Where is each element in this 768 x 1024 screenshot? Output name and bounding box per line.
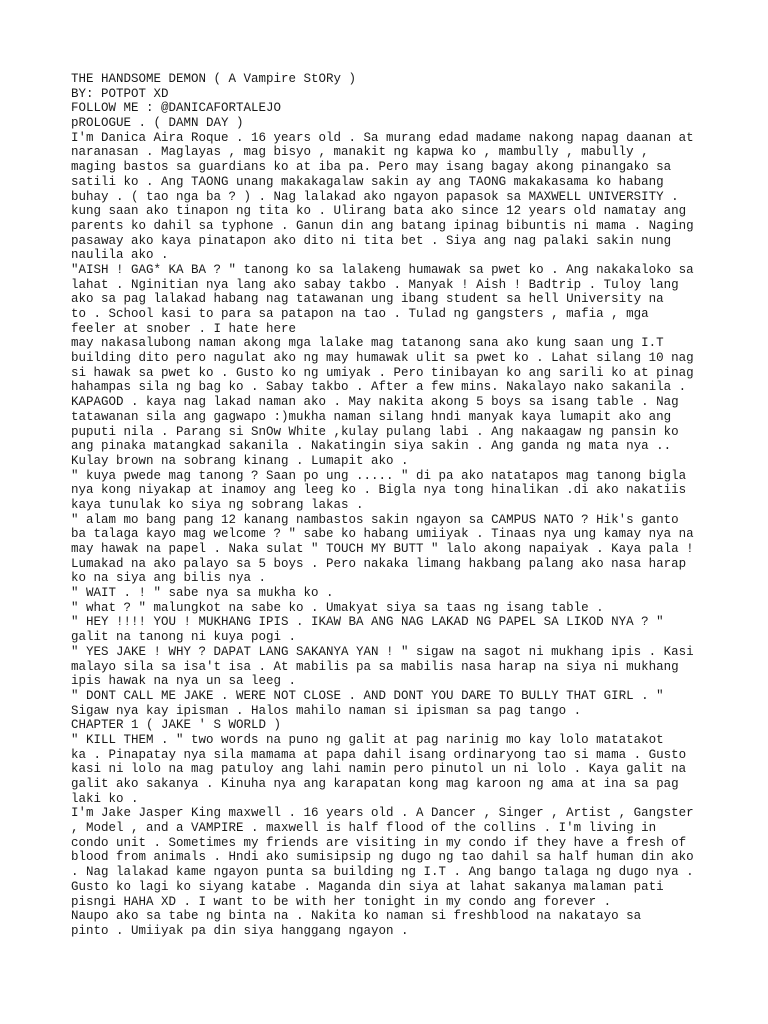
text-line: pasaway ako kaya pinatapon ako dito ni tita bet . Siya ang nag palaki sakin nung <box>71 233 672 248</box>
text-line: " YES JAKE ! WHY ? DAPAT LANG SAKANYA YAN ! " sigaw na sagot ni mukhang ipis . Kasi <box>71 644 694 659</box>
text-line: " HEY !!!! YOU ! MUKHANG IPIS . IKAW BA ANG NAG LAKAD NG PAPEL SA LIKOD NYA ? " <box>71 615 664 630</box>
document-page <box>71 72 721 939</box>
text-line: may hawak na papel . Naka sulat " TOUCH MY BUTT " lalo akong napaiyak . Kaya pala ! <box>71 542 694 556</box>
text-line: building dito pero nagulat ako ng may humawak ulit sa pwet ko . Lahat silang 10 nag <box>71 351 694 366</box>
text-line: condo unit . Sometimes my friends are visiting in my condo if they have a fresh of <box>71 835 687 850</box>
text-line: nya kong niyakap at inamoy ang leeg ko . Bigla nya tong hinalikan .di ako nakatiis <box>71 483 687 498</box>
text-line: CHAPTER 1 ( JAKE ' S WORLD ) <box>71 718 282 733</box>
text-line: kung saan ako tinapon ng tita ko . Ulirang bata ako since 12 years old namatay ang <box>71 204 687 219</box>
text-line: " WAIT . ! " sabe nya sa mukha ko . <box>71 586 334 601</box>
text-line: Naupo ako sa tabe ng binta na . Nakita ko naman si freshblood na nakatayo sa <box>71 909 642 924</box>
text-line: I'm Jake Jasper King maxwell . 16 years old . A Dancer , Singer , Artist , Gangster <box>71 806 694 821</box>
text-line: " DONT CALL ME JAKE . WERE NOT CLOSE . AND DONT YOU DARE TO BULLY THAT GIRL . " <box>71 688 664 703</box>
text-line: KAPAGOD . kaya nag lakad naman ako . May nakita akong 5 boys sa isang table . Nag <box>71 395 679 410</box>
text-line: Lumakad na ako palayo sa 5 boys . Pero nakaka limang hakbang palang ako nasa harap <box>71 556 687 571</box>
text-line: naulila ako . <box>71 248 169 263</box>
text-line: puputi nila . Parang si SnOw White ,kulay pulang labi . Ang nakaagaw ng pansin ko <box>71 424 679 439</box>
text-line: ako sa pag lalakad habang nag tatawanan ung ibang student sa hell University na <box>71 292 664 307</box>
text-line: ang pinaka matangkad sakanila . Nakatingin siya sakin . Ang ganda ng mata nya .. <box>71 439 672 454</box>
text-line: buhay . ( tao nga ba ? ) . Nag lalakad ako ngayon papasok sa MAXWELL UNIVERSITY . <box>71 189 679 204</box>
text-line: " kuya pwede mag tanong ? Saan po ung ..... " di pa ako natatapos mag tanong bigla <box>71 468 687 483</box>
text-line: . Nag lalakad kame ngayon punta sa building ng I.T . Ang bango talaga ng dugo nya . <box>71 865 694 880</box>
text-line: " KILL THEM . " two words na puno ng galit at pag narinig mo kay lolo matatakot <box>71 732 664 747</box>
text-line: ba talaga kayo mag welcome ? " sabe ko habang umiiyak . Tinaas nya ung kamay nya na <box>71 527 694 542</box>
text-line: pisngi HAHA XD . I want to be with her tonight in my condo ang forever . <box>71 894 612 909</box>
text-line: Sigaw nya kay ipisman . Halos mahilo naman si ipisman sa pag tango . <box>71 703 582 718</box>
text-line: pROLOGUE . ( DAMN DAY ) <box>71 116 244 131</box>
text-line: " what ? " malungkot na sabe ko . Umakyat siya sa taas ng isang table . <box>71 600 604 615</box>
text-line: parents ko dahil sa typhone . Ganun din ang batang ipinag bibuntis ni mama . Naging <box>71 218 694 233</box>
text-line: may nakasalubong naman akong mga lalake mag tatanong sana ako kung saan ung I.T <box>71 336 664 351</box>
text-line: ipis hawak na nya un sa leeg . <box>71 674 297 689</box>
text-line: galit na tanong ni kuya pogi . <box>71 630 297 645</box>
text-line: feeler at snober . I hate here <box>71 321 297 336</box>
text-line: satili ko . Ang TAONG unang makakagalaw sakin ay ang TAONG makakasama ko habang <box>71 174 664 189</box>
text-line: kaya tunulak ko siya ng sobrang lakas . <box>71 497 364 512</box>
text-line: blood from animals . Hndi ako sumisipsip ng dugo ng tao dahil sa half human din ako <box>71 850 694 865</box>
text-line: " alam mo bang pang 12 kanang nambastos sakin ngayon sa CAMPUS NATO ? Hik's ganto <box>71 512 679 527</box>
text-line: ka . Pinapatay nya sila mamama at papa dahil isang ordinaryong tao si mama . Gusto <box>71 747 687 762</box>
text-line: lahat . Nginitian nya lang ako sabay takbo . Manyak ! Aish ! Badtrip . Tuloy lang <box>71 277 679 292</box>
text-line: , Model , and a VAMPIRE . maxwell is half flood of the collins . I'm living in <box>71 821 657 836</box>
text-line: hahampas sila ng bag ko . Sabay takbo . After a few mins. Nakalayo nako sakanila . <box>71 380 687 395</box>
text-line: Kulay brown na sobrang kinang . Lumapit ako . <box>71 453 409 468</box>
text-line: galit ako sakanya . Kinuha nya ang karapatan kong mag karoon ng ama at ina sa pag <box>71 777 679 791</box>
text-line: Gusto ko lagi ko siyang katabe . Maganda din siya at lahat sakanya malaman pati <box>71 879 664 894</box>
text-line: ko na siya ang bilis nya . <box>71 571 267 586</box>
text-line: maging bastos sa guardians ko at iba pa. Pero may isang bagay akong pinangako sa <box>71 160 672 175</box>
text-line: malayo sila sa isa't isa . At mabilis pa sa mabilis nasa harap na siya ni mukhang <box>71 659 679 674</box>
text-line: pinto . Umiiyak pa din siya hanggang ngayon . <box>71 923 409 938</box>
text-line: laki ko . <box>71 791 139 806</box>
text-line: THE HANDSOME DEMON ( A Vampire StORy ) <box>71 72 357 86</box>
text-line: naranasan . Maglayas , mag bisyo , manakit ng kapwa ko , mambully , mabully , <box>71 145 649 160</box>
text-line: to . School kasi to para sa patapon na tao . Tulad ng gangsters , mafia , mga <box>71 307 649 321</box>
text-line: FOLLOW ME : @DANICAFORTALEJO <box>71 101 282 116</box>
text-line: tatawanan sila ang gagwapo :)mukha naman silang hndi manyak kaya lumapit ako ang <box>71 409 672 424</box>
text-line: kasi ni lolo na mag patuloy ang lahi namin pero pinutol un ni lolo . Kaya galit na <box>71 762 687 777</box>
text-line: I'm Danica Aira Roque . 16 years old . Sa murang edad madame nakong napag daanan at <box>71 130 694 145</box>
text-line: "AISH ! GAG* KA BA ? " tanong ko sa lalakeng humawak sa pwet ko . Ang nakakaloko sa <box>71 262 694 277</box>
text-line: BY: POTPOT XD <box>71 86 169 101</box>
text-line: si hawak sa pwet ko . Gusto ko ng umiyak . Pero tinibayan ko ang sarili ko at pinag <box>71 365 694 380</box>
